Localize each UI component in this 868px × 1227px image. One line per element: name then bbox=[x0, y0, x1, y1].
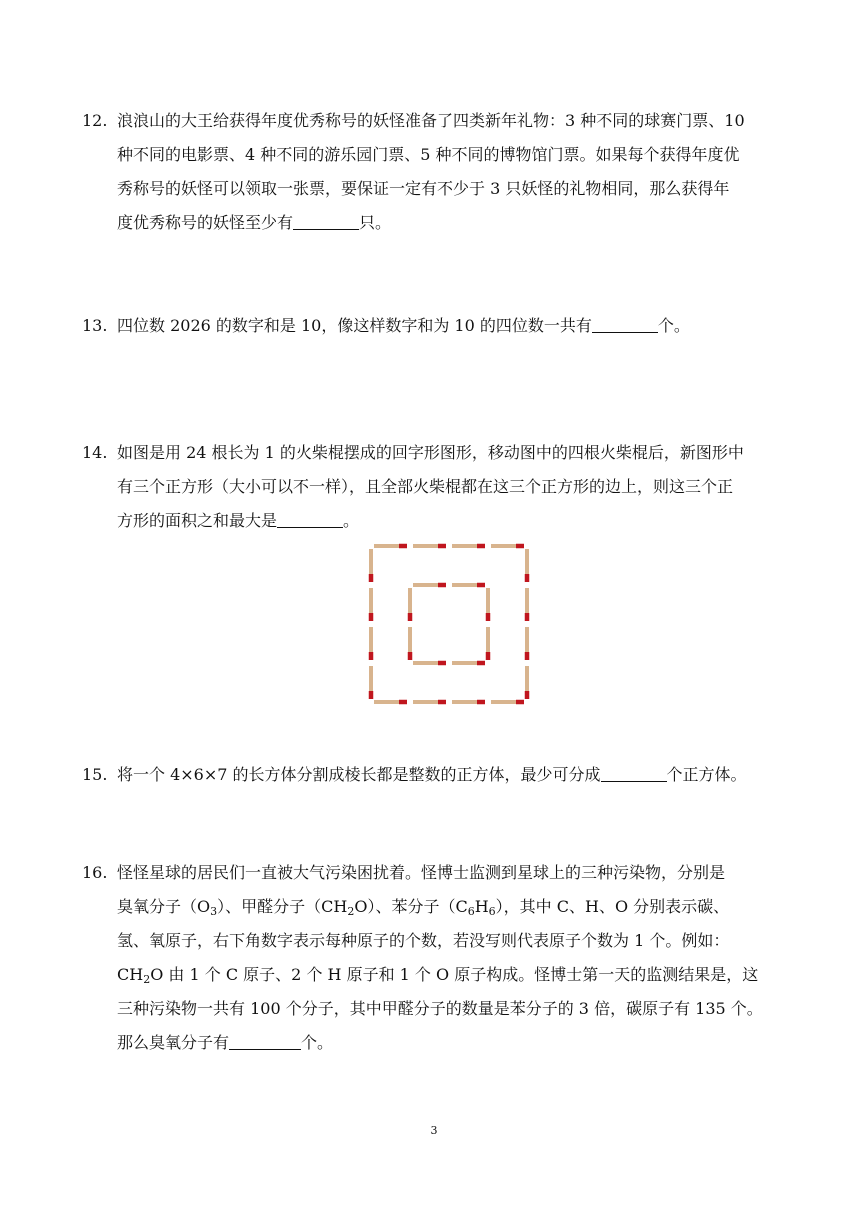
problem-12 bbox=[82, 104, 790, 240]
problem-text-line bbox=[117, 309, 790, 343]
answer-blank bbox=[293, 209, 359, 230]
problem-text-line: 秀称号的妖怪可以领取一张票，要保证一定有不少于 3 只妖怪的礼物相同，那么获得年 bbox=[117, 179, 730, 198]
problem-text-line: 有三个正方形（大小可以不一样），且全部火柴棍都在这三个正方形的边上，则这三个正 bbox=[117, 477, 734, 496]
problem-text-line bbox=[117, 206, 790, 240]
page-number: 3 bbox=[430, 1124, 438, 1137]
problem-13 bbox=[82, 309, 790, 343]
subscript: 2 bbox=[143, 973, 151, 986]
problem-text-line bbox=[117, 958, 790, 992]
problem-text-line: 氢、氧原子，右下角数字表示每种原子的个数，若没写则代表原子个数为 1 个。例如： bbox=[117, 931, 730, 950]
text-segment: 方形的面积之和最大是 bbox=[117, 511, 278, 530]
subscript: 3 bbox=[210, 905, 218, 918]
answer-blank bbox=[277, 507, 343, 528]
subscript: 6 bbox=[488, 905, 496, 918]
text-segment: O 由 1 个 C 原子、2 个 H 原子和 1 个 O 原子构成。怪博士第一天的监测结果是，这 bbox=[150, 965, 759, 984]
problem-14 bbox=[82, 436, 790, 538]
problem-text-line: 三种污染物一共有 100 个分子，其中甲醛分子的数量是苯分子的 3 倍，碳原子有 135 个。 bbox=[117, 999, 763, 1018]
text-segment: 。 bbox=[343, 511, 360, 530]
problem-16 bbox=[82, 856, 790, 1060]
text-segment: 将一个 4×6×7 的长方体分割成棱长都是整数的正方体，最少可分成 bbox=[117, 765, 601, 784]
problem-number: 15. bbox=[82, 765, 108, 784]
matchstick-figure bbox=[365, 540, 535, 715]
text-segment: 臭氧分子（O bbox=[117, 897, 211, 916]
problem-number: 16. bbox=[82, 863, 108, 882]
answer-blank bbox=[229, 1029, 301, 1050]
text-segment: 度优秀称号的妖怪至少有 bbox=[117, 213, 294, 232]
problem-text-line bbox=[117, 1026, 790, 1060]
answer-blank bbox=[601, 761, 667, 782]
text-segment: H bbox=[474, 897, 489, 916]
problem-text-line: 怪怪星球的居民们一直被大气污染困扰着。怪博士监测到星球上的三种污染物，分别是 bbox=[117, 863, 726, 882]
text-segment: 四位数 2026 的数字和是 10，像这样数字和为 10 的四位数一共有 bbox=[117, 316, 592, 335]
problem-text-line bbox=[117, 758, 790, 792]
text-segment: ）、甲醛分子（CH bbox=[217, 897, 348, 916]
text-segment: 个。 bbox=[657, 316, 690, 335]
text-segment: O）、苯分子（C bbox=[354, 897, 468, 916]
problem-number: 14. bbox=[82, 443, 108, 462]
text-segment: 那么臭氧分子有 bbox=[117, 1033, 230, 1052]
problem-text-line: 如图是用 24 根长为 1 的火柴棍摆成的回字形图形，移动图中的四根火柴棍后，新图形中 bbox=[117, 443, 744, 462]
problem-text-line: 种不同的电影票、4 种不同的游乐园门票、5 种不同的博物馆门票。如果每个获得年度优 bbox=[117, 145, 740, 164]
text-segment: ），其中 C、H、O 分别表示碳、 bbox=[495, 897, 730, 916]
problem-text-line bbox=[117, 504, 790, 538]
text-segment: CH bbox=[117, 965, 144, 984]
problem-15 bbox=[82, 758, 790, 792]
problem-text-line bbox=[117, 890, 790, 924]
answer-blank bbox=[592, 312, 658, 333]
text-segment: 个正方体。 bbox=[666, 765, 747, 784]
subscript: 2 bbox=[347, 905, 355, 918]
problem-number: 13. bbox=[82, 316, 108, 335]
text-segment: 个。 bbox=[301, 1033, 334, 1052]
problem-text-line: 浪浪山的大王给获得年度优秀称号的妖怪准备了四类新年礼物：3 种不同的球赛门票、10 bbox=[117, 111, 745, 130]
subscript: 6 bbox=[467, 905, 475, 918]
problem-number: 12. bbox=[82, 111, 108, 130]
text-segment: 只。 bbox=[359, 213, 392, 232]
